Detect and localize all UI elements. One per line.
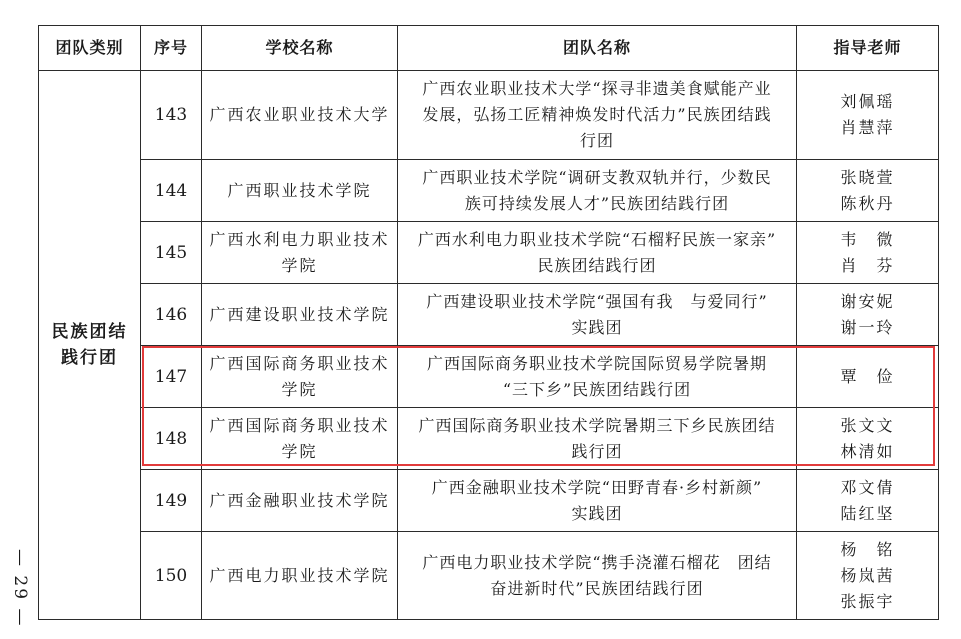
school-cell [202, 284, 398, 346]
team-line: 广西国际商务职业技术学院国际贸易学院暑期 [426, 353, 767, 373]
advisor-line: 张晓萱 [840, 167, 895, 187]
seq-cell: 143 [141, 71, 202, 160]
school-cell [202, 71, 398, 160]
seq-cell: 145 [141, 222, 202, 284]
team-line: 践行团 [571, 441, 623, 461]
advisor-line: 陈秋丹 [840, 193, 895, 213]
table-row [39, 160, 939, 222]
seq-cell: 148 [141, 408, 202, 470]
team-cell [398, 346, 797, 408]
school-line: 广西国际商务职业技术 [209, 353, 390, 373]
team-cell [398, 408, 797, 470]
advisor-cell [797, 346, 939, 408]
team-line: 族可持续发展人才”民族团结践行团 [464, 193, 730, 213]
advisor-line: 张文文 [840, 415, 895, 435]
team-line: 广西农业职业技术大学“探寻非遗美食赋能产业 [422, 79, 772, 98]
advisor-cell [797, 284, 939, 346]
advisor-line: 刘佩瑶 [840, 92, 895, 111]
seq-cell: 147 [141, 346, 202, 408]
team-cell [398, 160, 797, 222]
school-line: 广西水利电力职业技术 [209, 229, 390, 249]
seq-cell: 146 [141, 284, 202, 346]
advisor-line: 邓文倩 [840, 477, 895, 497]
category-line: 践行团 [61, 348, 118, 368]
school-line: 学院 [281, 255, 318, 275]
advisor-cell [797, 408, 939, 470]
header-seq: 序号 [141, 26, 202, 71]
team-cell [398, 470, 797, 532]
team-cell [398, 284, 797, 346]
advisor-line: 肖 芬 [840, 255, 895, 275]
team-line: 广西职业技术学院“调研支教双轨并行，少数民 [422, 167, 772, 187]
table-body [39, 71, 939, 620]
category-cell [39, 71, 141, 620]
advisor-line: 杨 铭 [840, 539, 895, 559]
advisor-cell [797, 160, 939, 222]
team-line: “三下乡”民族团结践行团 [502, 379, 692, 399]
school-cell [202, 222, 398, 284]
table-row [39, 346, 939, 408]
table-row [39, 532, 939, 620]
advisor-line: 谢一玲 [840, 317, 895, 337]
school-cell [202, 470, 398, 532]
advisor-cell [797, 470, 939, 532]
advisor-line: 覃 俭 [840, 366, 895, 386]
header-row [39, 26, 939, 71]
header-category: 团队类别 [39, 26, 141, 71]
table-header [39, 26, 939, 71]
advisor-cell [797, 71, 939, 160]
team-roster-table [38, 25, 939, 620]
advisor-line: 陆红坚 [840, 503, 895, 523]
school-cell [202, 408, 398, 470]
school-line: 广西国际商务职业技术 [209, 415, 390, 435]
team-line: 民族团结践行团 [537, 255, 657, 275]
table-row [39, 470, 939, 532]
team-cell [398, 532, 797, 620]
school-cell [202, 160, 398, 222]
header-advisor: 指导老师 [797, 26, 939, 71]
school-line: 广西建设职业技术学院 [209, 304, 390, 324]
team-line: 行团 [579, 131, 614, 150]
team-line: 广西水利电力职业技术学院“石榴籽民族一家亲” [417, 229, 777, 249]
team-line: 广西国际商务职业技术学院暑期三下乡民族团结 [418, 415, 776, 435]
school-cell [202, 346, 398, 408]
table-row [39, 284, 939, 346]
table-row [39, 222, 939, 284]
advisor-line: 林清如 [840, 441, 895, 461]
team-line: 广西金融职业技术学院“田野青春·乡村新颜” [431, 477, 763, 497]
school-line: 广西农业职业技术大学 [209, 105, 390, 124]
team-line: 实践团 [571, 503, 623, 523]
school-line: 学院 [281, 441, 318, 461]
header-school: 学校名称 [202, 26, 398, 71]
page-number: — 29 — [10, 548, 30, 628]
school-line: 广西电力职业技术学院 [209, 565, 390, 585]
team-cell [398, 222, 797, 284]
advisor-line: 张振宇 [840, 591, 895, 611]
seq-cell: 149 [141, 470, 202, 532]
school-cell [202, 532, 398, 620]
advisor-line: 韦 微 [840, 229, 895, 249]
team-cell [398, 71, 797, 160]
school-line: 广西金融职业技术学院 [209, 490, 390, 510]
team-line: 发展，弘扬工匠精神焕发时代活力”民族团结践 [422, 105, 772, 124]
header-team: 团队名称 [398, 26, 797, 71]
table-row [39, 408, 939, 470]
advisor-line: 杨岚茜 [840, 565, 895, 585]
advisor-cell [797, 222, 939, 284]
team-line: 实践团 [571, 317, 623, 337]
advisor-line: 谢安妮 [840, 291, 895, 311]
team-line: 奋进新时代”民族团结践行团 [490, 578, 704, 598]
seq-cell: 144 [141, 160, 202, 222]
school-line: 学院 [281, 379, 318, 399]
team-line: 广西电力职业技术学院“携手浇灌石榴花 团结 [422, 552, 772, 572]
advisor-line: 肖慧萍 [840, 118, 895, 137]
table-row [39, 71, 939, 160]
category-line: 民族团结 [51, 322, 128, 342]
team-line: 广西建设职业技术学院“强国有我 与爱同行” [426, 291, 768, 311]
seq-cell: 150 [141, 532, 202, 620]
school-line: 广西职业技术学院 [227, 180, 372, 200]
advisor-cell [797, 532, 939, 620]
